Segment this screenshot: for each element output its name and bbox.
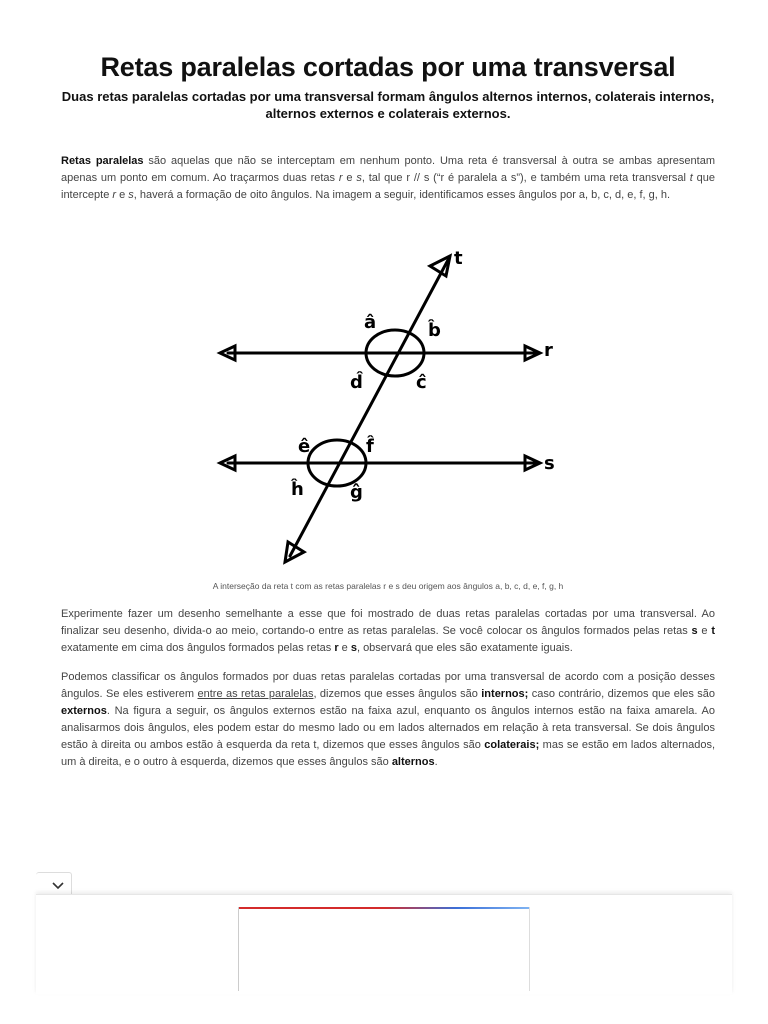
ad-slot[interactable] xyxy=(238,907,530,991)
paragraph-classification: Podemos classificar os ângulos formados por duas retas paralelas cortadas por uma transversal de acordo com a posição desses ângulos. Se eles estiverem entre as retas paralelas, dizemos que esses ângulos são internos; caso contrário, dizemos que eles são externos. Na figura a seguir, os ângulos externos estão na faixa azul, enquanto os ângulos internos estão na faixa amarela. Ao analisarmos dois ângulos, eles podem estar do mesmo lado ou em lados alternados em relação à reta transversal. Se dois ângulos estão à direita ou ambos estão à esquerda da reta t, dizemos que esses ângulos são colaterais; mas se estão em lados alternados, um à direita, e o outro à esquerda, dizemos que esses ângulos são alternos. xyxy=(61,671,716,768)
article xyxy=(61,50,716,768)
ad-accent-line xyxy=(239,907,529,909)
line-t-arrow-top xyxy=(430,256,450,276)
figure-caption: A interseção da reta t com as retas paralelas r e s deu origem aos ângulos a, b, c, d, e, f, g, h xyxy=(212,581,564,591)
label-angle-f: f̂ xyxy=(366,436,374,457)
link-entre-as-retas-paralelas[interactable]: entre as retas paralelas xyxy=(197,688,314,700)
label-r: r xyxy=(544,340,553,361)
parallel-lines-figure xyxy=(190,240,580,580)
ad-banner xyxy=(36,894,732,994)
label-angle-g: ĝ xyxy=(350,482,363,503)
chevron-down-icon xyxy=(52,882,64,890)
label-s: s xyxy=(544,453,555,474)
label-angle-h: ĥ xyxy=(291,479,304,500)
page-title: Retas paralelas cortadas por uma transversal xyxy=(100,52,676,82)
paragraph-experiment: Experimente fazer um desenho semelhante a esse que foi mostrado de duas retas paralelas cortadas por uma transversal. Ao finalizar seu desenho, divida-o ao meio, cortando-o entre as retas paralelas. Se você colocar os ângulos formados pelas retas s e t exatamente em cima dos ângulos formados pelas retas r e s, observará que eles são exatamente iguais. xyxy=(61,608,715,654)
paragraph-intro: Retas paralelas são aquelas que não se interceptam em nenhum ponto. Uma reta é transversal à outra se ambas apresentam apenas um ponto em comum. Ao traçarmos duas retas r e s, tal que r // s (“r é paralela a s”), e também uma reta transversal t que intercepte r e s, haverá a formação de oito ângulos. Na imagem a seguir, identificamos esses ângulos por a, b, c, d, e, f, g, h. xyxy=(61,155,716,201)
term-retas-paralelas: Retas paralelas xyxy=(61,155,144,167)
label-t: t xyxy=(454,248,463,269)
label-angle-d: d̂ xyxy=(350,372,363,393)
line-t-arrow-bottom xyxy=(285,542,304,562)
label-angle-c: ĉ xyxy=(416,372,427,393)
page-subtitle: Duas retas paralelas cortadas por uma transversal formam ângulos alternos internos, colaterais internos, alternos externos e colaterais externos. xyxy=(61,89,715,121)
label-angle-e: ê xyxy=(298,436,311,457)
parallel-lines-diagram xyxy=(190,240,580,580)
line-t xyxy=(290,260,448,556)
label-angle-b: b̂ xyxy=(428,320,441,341)
label-angle-a: â xyxy=(364,312,377,333)
